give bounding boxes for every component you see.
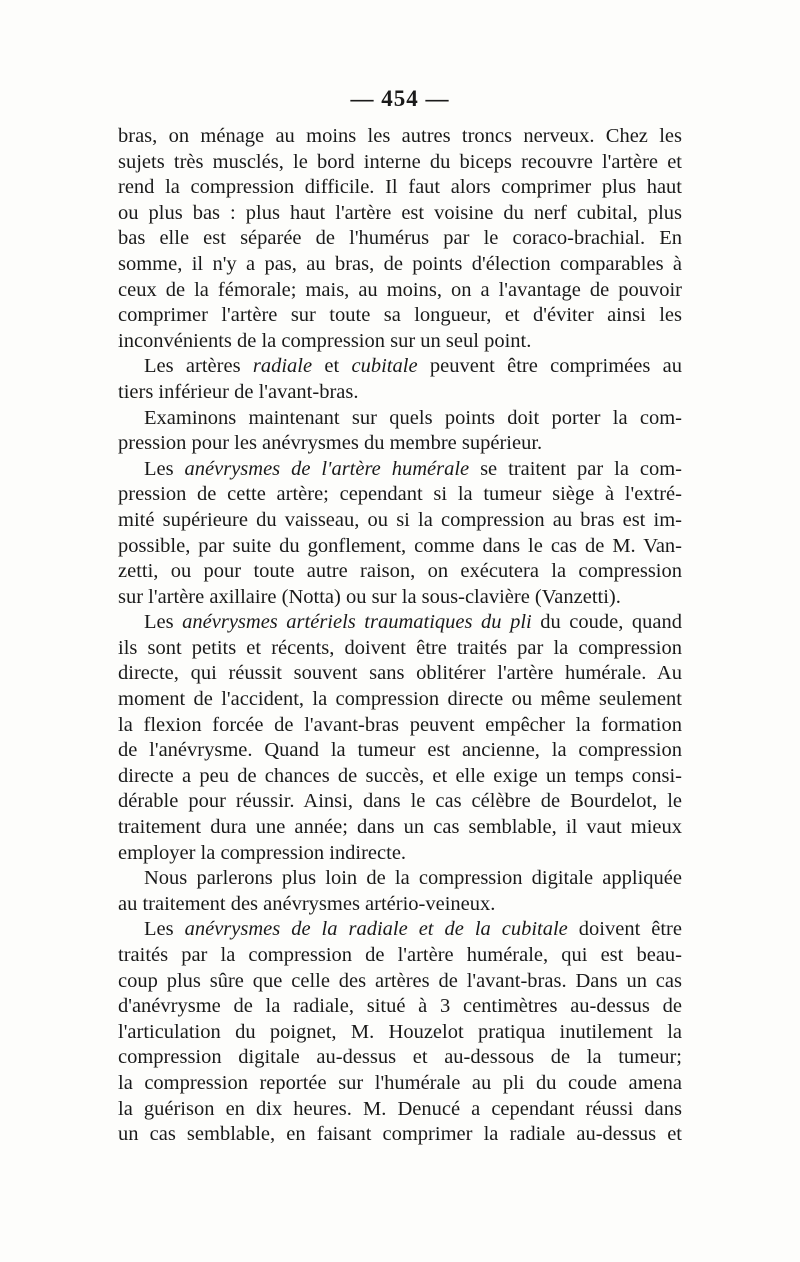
text-line: [118, 764, 682, 790]
text-line: [118, 789, 682, 815]
text-segment: l'articulation du poignet, M. Houzelot pratiqua inutilement la: [118, 1020, 682, 1043]
text-line: [118, 380, 682, 406]
text-segment: sujets très musclés, le bord interne du biceps recouvre l'artère et: [118, 150, 682, 173]
text-line: [118, 687, 682, 713]
text-line: [118, 815, 682, 841]
italic-text: radiale: [252, 355, 313, 378]
text-line: [118, 278, 682, 304]
text-segment: Les: [144, 918, 185, 941]
text-line: [118, 1122, 682, 1148]
text-line: [118, 943, 682, 969]
text-line: [118, 303, 682, 329]
text-line: [118, 866, 682, 892]
text-segment: zetti, ou pour toute autre raison, on exécutera la compression: [118, 560, 682, 583]
text-line: [118, 406, 682, 432]
text-segment: se traitent par la com-: [469, 457, 682, 480]
text-line: [118, 585, 682, 611]
text-line: [118, 201, 682, 227]
italic-text: cubitale: [351, 355, 418, 378]
page-number: — 454 —: [350, 86, 450, 111]
text-segment: et: [312, 355, 352, 378]
text-line: [118, 1045, 682, 1071]
text-line: [118, 559, 682, 585]
text-line: [118, 892, 682, 918]
text-line: [118, 354, 682, 380]
text-segment: traitement dura une année; dans un cas semblable, il vaut mieux: [118, 816, 682, 839]
text-segment: compression digitale au-dessus et au-dessous de la tumeur;: [118, 1046, 682, 1069]
text-line: [118, 1071, 682, 1097]
text-line: [118, 841, 682, 867]
text-segment: de l'anévrysme. Quand la tumeur est ancienne, la compression: [118, 739, 682, 762]
text-segment: tiers inférieur de l'avant-bras.: [118, 380, 359, 403]
text-line: [118, 226, 682, 252]
text-line: [118, 969, 682, 995]
text-segment: du coude, quand: [531, 611, 682, 634]
text-segment: bras, on ménage au moins les autres troncs nerveux. Chez les: [118, 125, 682, 147]
text-line: [118, 534, 682, 560]
text-segment: ou plus bas : plus haut l'artère est voisine du nerf cubital, plus: [118, 201, 682, 224]
text-segment: Examinons maintenant sur quels points doit porter la com-: [144, 406, 682, 429]
text-segment: possible, par suite du gonflement, comme dans le cas de M. Van-: [118, 534, 682, 557]
text-line: [118, 661, 682, 687]
text-segment: la compression reportée sur l'humérale au pli du coude amena: [118, 1071, 682, 1094]
text-segment: rend la compression difficile. Il faut alors comprimer plus haut: [118, 176, 682, 199]
text-line: [118, 431, 682, 457]
text-segment: Les: [144, 611, 183, 634]
text-segment: doivent être: [567, 918, 682, 941]
text-segment: coup plus sûre que celle des artères de l'avant-bras. Dans un cas: [118, 969, 682, 992]
text-segment: bas elle est séparée de l'humérus par le coraco-brachial. En: [118, 227, 682, 250]
text-segment: moment de l'accident, la compression directe ou même seulement: [118, 688, 682, 711]
italic-text: anévrysmes artériels traumatiques du pli: [182, 611, 532, 634]
text-segment: ceux de la fémorale; mais, au moins, on a l'avantage de pouvoir: [118, 278, 682, 301]
text-line: [118, 713, 682, 739]
text-segment: au traitement des anévrysmes artério-veineux.: [118, 892, 496, 915]
text-segment: pression de cette artère; cependant si la tumeur siège à l'extré-: [118, 483, 682, 506]
text-line: [118, 636, 682, 662]
text-line: [118, 329, 682, 355]
text-line: [118, 738, 682, 764]
text-line: [118, 124, 682, 150]
text-segment: Les: [144, 457, 185, 480]
text-segment: pression pour les anévrysmes du membre supérieur.: [118, 432, 543, 455]
text-line: [118, 482, 682, 508]
text-segment: peuvent être comprimées au: [417, 355, 682, 378]
text-line: [118, 252, 682, 278]
text-segment: employer la compression indirecte.: [118, 841, 407, 864]
text-line: [118, 175, 682, 201]
text-line: [118, 1097, 682, 1123]
text-segment: directe a peu de chances de succès, et elle exige un temps consi-: [118, 764, 682, 787]
body-text: [118, 124, 682, 1148]
text-segment: Les artères: [144, 355, 253, 378]
text-line: [118, 917, 682, 943]
text-segment: somme, il n'y a pas, au bras, de points d'élection comparables à: [118, 252, 682, 275]
text-line: [118, 150, 682, 176]
text-segment: mité supérieure du vaisseau, ou si la compression au bras est im-: [118, 508, 682, 531]
italic-text: anévrysmes de la radiale et de la cubitale: [184, 918, 568, 941]
text-line: [118, 457, 682, 483]
text-segment: traités par la compression de l'artère humérale, qui est beau-: [118, 944, 682, 966]
text-segment: la flexion forcée de l'avant-bras peuvent empêcher la formation: [118, 713, 682, 736]
text-segment: sur l'artère axillaire (Notta) ou sur la sous-clavière (Vanzetti).: [118, 585, 621, 608]
text-segment: la guérison en dix heures. M. Denucé a cependant réussi dans: [118, 1097, 682, 1120]
text-segment: ils sont petits et récents, doivent être traités par la compression: [118, 636, 682, 659]
text-segment: dérable pour réussir. Ainsi, dans le cas célèbre de Bourdelot, le: [118, 790, 682, 813]
text-segment: un cas semblable, en faisant comprimer la radiale au-dessus et: [118, 1123, 682, 1146]
text-segment: d'anévrysme de la radiale, situé à 3 centimètres au-dessus de: [118, 995, 682, 1018]
text-line: [118, 994, 682, 1020]
text-segment: inconvénients de la compression sur un seul point.: [118, 329, 532, 352]
text-line: [118, 1020, 682, 1046]
text-line: [118, 508, 682, 534]
text-segment: comprimer l'artère sur toute sa longueur, et d'éviter ainsi les: [118, 304, 682, 327]
text-segment: directe, qui réussit souvent sans oblitérer l'artère humérale. Au: [118, 662, 682, 685]
text-segment: Nous parlerons plus loin de la compression digitale appliquée: [144, 867, 682, 890]
italic-text: anévrysmes de l'artère humérale: [184, 457, 470, 480]
text-line: [118, 610, 682, 636]
